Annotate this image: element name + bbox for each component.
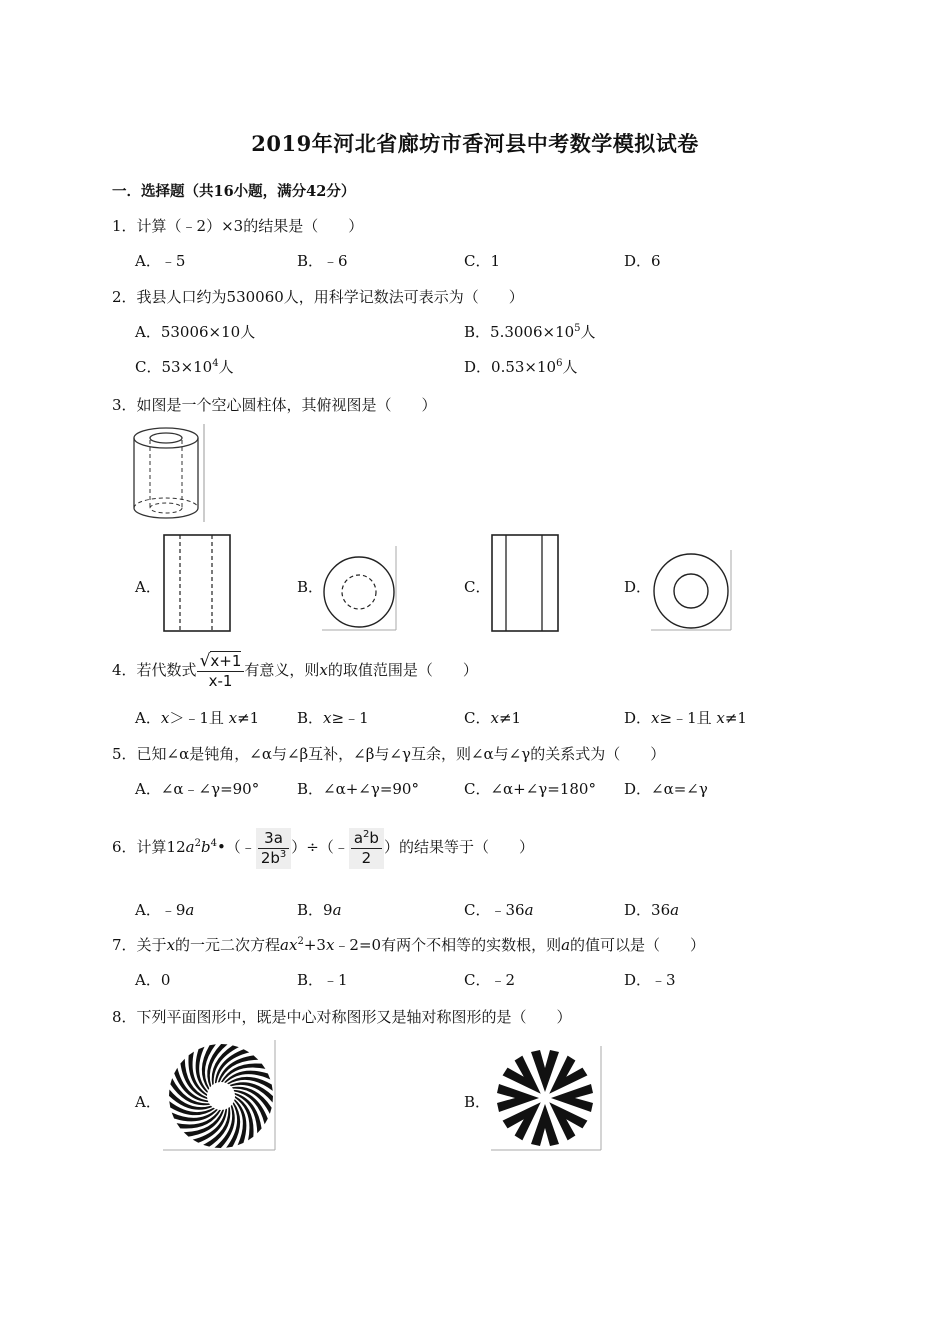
q5-option-b: B．∠α+∠γ=90° bbox=[297, 780, 419, 798]
question-5 bbox=[112, 744, 665, 764]
question-text: 下列平面图形中，既是中心对称图形又是轴对称图形的是（ ） bbox=[136, 1008, 572, 1026]
q3-option-d: D． bbox=[624, 578, 652, 596]
q5-option-c: C．∠α+∠γ=180° bbox=[464, 780, 596, 798]
question-4: 4．若代数式 $\frac{√x+1}{x-1}$ 有意义，则x的取值范围是（ ） bbox=[112, 650, 478, 690]
q4-option-b: B．x≥﹣1 bbox=[297, 709, 369, 727]
q1-option-b: B．﹣6 bbox=[297, 252, 348, 270]
q1-option-c: C．1 bbox=[464, 252, 501, 270]
q6-option-a: A．﹣9a bbox=[135, 901, 195, 919]
question-number: 8． bbox=[112, 1008, 137, 1026]
q8-option-b: B． bbox=[464, 1093, 491, 1111]
question-text: 计算（﹣2）×3的结果是（ ） bbox=[136, 217, 364, 235]
question-number: 2． bbox=[112, 288, 137, 306]
radical-fraction: $\frac{√x+1}{x-1}$ bbox=[197, 652, 245, 691]
q8-figure-b-starburst bbox=[491, 1046, 603, 1152]
question-number: 4． bbox=[112, 661, 137, 679]
q2-option-c: C．$53\times 10^4$人 bbox=[135, 358, 234, 376]
question-2 bbox=[112, 287, 524, 307]
q6-option-b: B．9a bbox=[297, 901, 342, 919]
q8-option-a: A． bbox=[135, 1093, 161, 1111]
fraction-a2b-over-2: $\frac{a^2b}{2}$ bbox=[349, 828, 384, 869]
q3-figure-c-rectangle-solid bbox=[491, 534, 559, 632]
q3-figure-d-ring-solid bbox=[651, 550, 733, 632]
q4-option-c: C．x≠1 bbox=[464, 709, 522, 727]
question-1 bbox=[112, 216, 363, 236]
question-number: 1． bbox=[112, 217, 137, 235]
q2-option-b: B．$5.3006\times 10^5$人 bbox=[464, 323, 596, 341]
question-number: 7． bbox=[112, 936, 137, 954]
q6-option-d: D．36a bbox=[624, 901, 680, 919]
q4-option-a: A．x＞﹣1且 x≠1 bbox=[135, 709, 260, 727]
q2-option-d: D．$0.53\times 10^6$人 bbox=[464, 358, 578, 376]
q8-figure-a-spiral-pinwheel bbox=[163, 1040, 279, 1152]
hollow-cylinder-figure bbox=[130, 424, 210, 524]
fraction-3a-over-2b3: $\frac{3a}{2b^3}$ bbox=[256, 828, 291, 869]
q2-option-a: A．53006×10人 bbox=[135, 323, 256, 341]
q3-figure-b-ring-dashed bbox=[322, 546, 398, 632]
q3-option-b: B． bbox=[297, 578, 324, 596]
q1-option-d: D．6 bbox=[624, 252, 661, 270]
question-6: 6．计算$12a^2b^4•(﹣$ $\frac{3a}{2b^3}$ ）÷（﹣ $\frac{a^2b}{2}$ ）的结果等于（ ） bbox=[112, 828, 534, 867]
question-8 bbox=[112, 1007, 572, 1027]
page-title: 2019年河北省廊坊市香河县中考数学模拟试卷 bbox=[251, 131, 699, 156]
question-7: 7．关于x的一元二次方程$ax^2+3x﹣2=0$有两个不相等的实数根，则a的值可以是（ ） bbox=[112, 936, 706, 954]
q7-option-a: A．0 bbox=[135, 971, 171, 989]
q4-option-d: D．x≥﹣1且 x≠1 bbox=[624, 709, 747, 727]
q5-option-d: D．∠α=∠γ bbox=[624, 780, 708, 798]
q1-option-a: A．﹣5 bbox=[135, 252, 186, 270]
question-number: 6． bbox=[112, 838, 137, 856]
question-text: 已知∠α是钝角，∠α与∠β互补，∠β与∠γ互余，则∠α与∠γ的关系式为（ ） bbox=[136, 745, 666, 763]
question-number: 5． bbox=[112, 745, 137, 763]
question-3 bbox=[112, 395, 437, 415]
question-text: 如图是一个空心圆柱体，其俯视图是（ ） bbox=[136, 396, 437, 414]
q7-option-c: C．﹣2 bbox=[464, 971, 516, 989]
section-heading: 一．选择题（共16小题，满分42分） bbox=[112, 183, 356, 200]
question-text: 我县人口约为530060人，用科学记数法可表示为（ ） bbox=[136, 288, 524, 306]
q3-option-c: C． bbox=[464, 578, 491, 596]
q7-option-d: D．﹣3 bbox=[624, 971, 676, 989]
q7-option-b: B．﹣1 bbox=[297, 971, 348, 989]
q3-figure-a-rectangle-dashed bbox=[163, 534, 231, 632]
q5-option-a: A．∠α﹣∠γ=90° bbox=[135, 780, 260, 798]
q6-option-c: C．﹣36a bbox=[464, 901, 534, 919]
q3-option-a: A． bbox=[135, 578, 161, 596]
question-number: 3． bbox=[112, 396, 137, 414]
